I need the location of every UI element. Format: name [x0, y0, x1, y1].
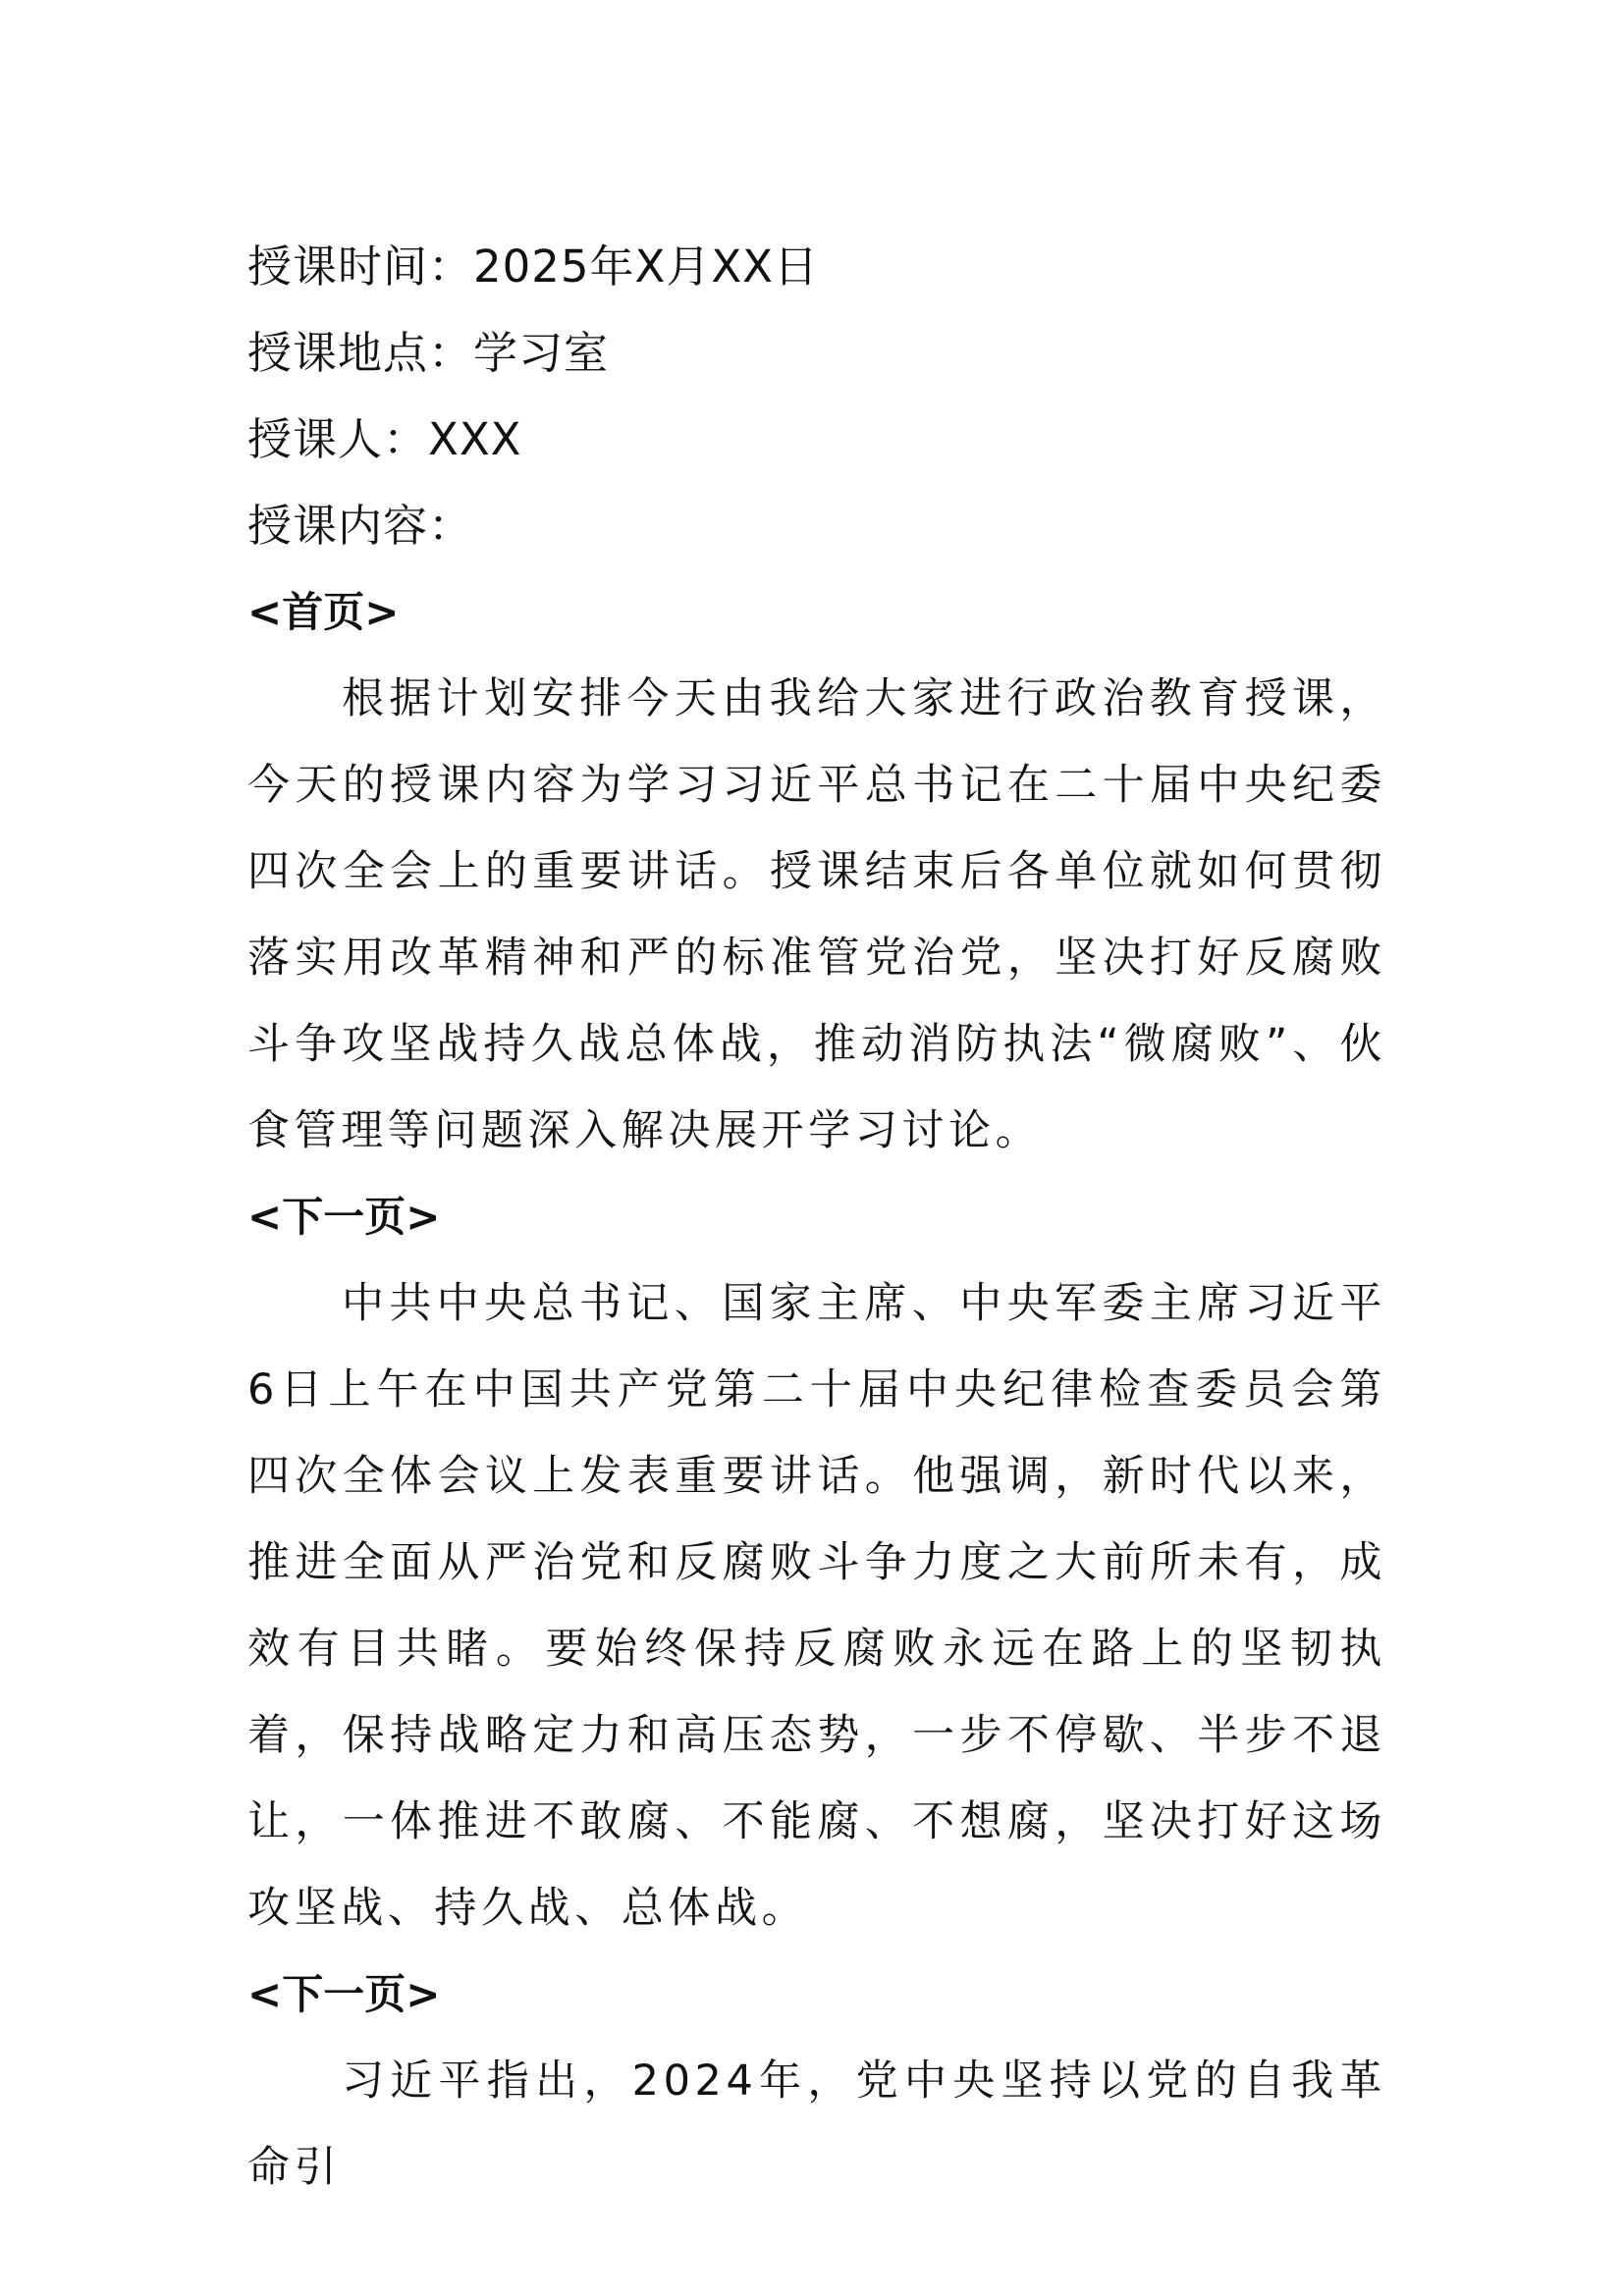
document-body — [247, 224, 1386, 2192]
paragraph-speech-detail: 习近平指出，2024年，党中央坚持以党的自我革命引 — [247, 2056, 1386, 2192]
section-marker-home: <首页> — [247, 588, 400, 636]
paragraph-intro: 根据计划安排今天由我给大家进行政治教育授课，今天的授课内容为学习习近平总书记在二十届中央纪委四次全会上的重要讲话。授课结束后各单位就如何贯彻落实用改革精神和严的标准管党治党，坚决打好反腐败斗争攻坚战持久战总体战，推动消防执法“微腐败”、伙食管理等问题深入解决展开学习讨论。 — [247, 674, 1386, 1155]
section-marker-next-2: <下一页> — [247, 1970, 441, 2018]
lecture-location: 授课地点：学习室 — [247, 327, 610, 379]
lecture-content-label: 授课内容： — [247, 500, 474, 552]
paragraph-speech-summary: 中共中央总书记、国家主席、中央军委主席习近平6日上午在中国共产党第二十届中央纪律检查委员会第四次全体会议上发表重要讲话。他强调，新时代以来，推进全面从严治党和反腐败斗争力度之大前所未有，成效有目共睹。要始终保持反腐败永远在路上的坚韧执着，保持战略定力和高压态势，一步不停歇、半步不退让，一体推进不敢腐、不能腐、不想腐，坚决打好这场攻坚战、持久战、总体战。 — [247, 1279, 1386, 1933]
section-marker-next-1: <下一页> — [247, 1193, 441, 1241]
lecture-time: 授课时间：2025年X月XX日 — [247, 240, 820, 293]
lecturer: 授课人：XXX — [247, 413, 522, 465]
